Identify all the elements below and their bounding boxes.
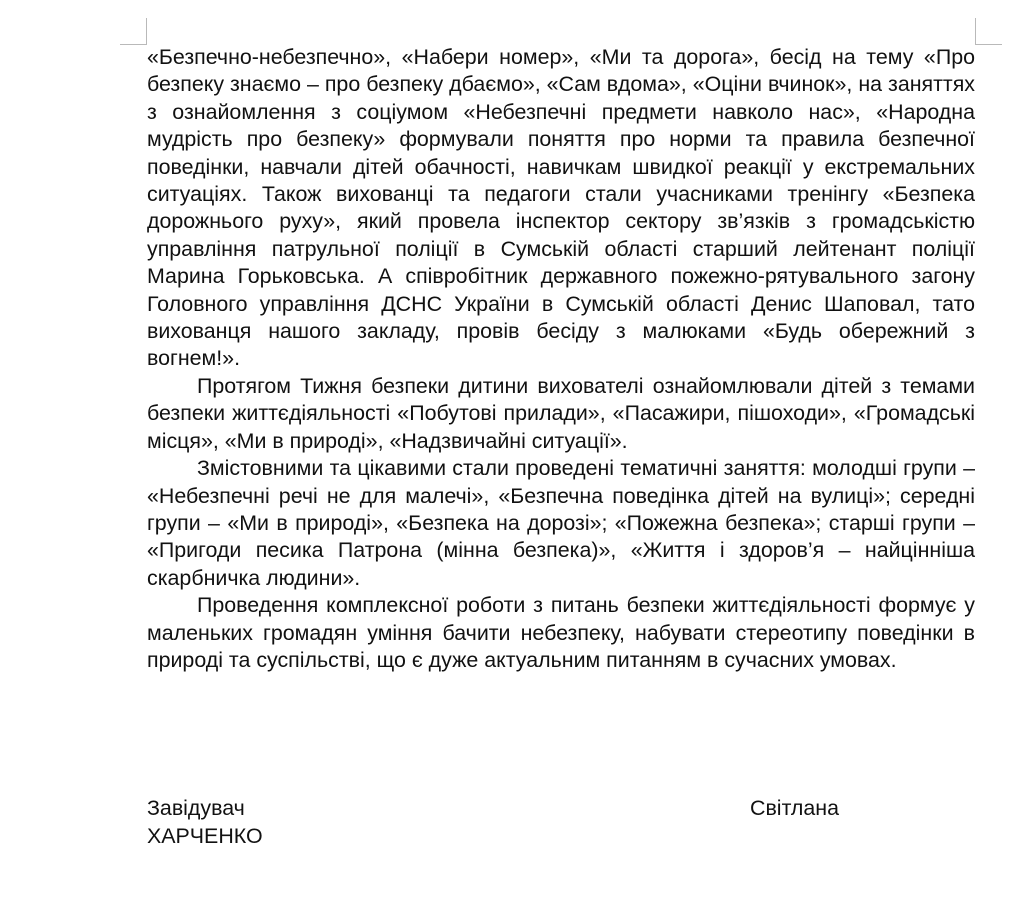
document-body <box>147 44 975 674</box>
signature-block-left <box>147 794 263 850</box>
paragraph: Проведення комплексної роботи з питань безпеки життєдіяльності формує у маленьких громадян уміння бачити небезпеку, набувати стереотипу поведінки в природі та суспільстві, що є дуже актуальним питанням в сучасних умовах. <box>147 593 975 672</box>
paragraph: «Безпечно-небезпечно», «Набери номер», «Ми та дорога», бесід на тему «Про безпеку знаємо – про безпеку дбаємо», «Сам вдома», «Оціни вчинок», на заняттях з ознайомлення з соціумом «Небезпечні предмети навколо нас», «Народна мудрість про безпеку» формували поняття про норми та правила безпечної поведінки, навчали дітей обачності, навичкам швидкої реакції у екстремальних ситуаціях. Також вихованці та педагоги стали учасниками тренінгу «Безпека дорожнього руху», який провела інспектор сектору зв’язків з громадськістю управління патрульної поліції в Сумській області старший лейтенант поліції Марина Горьковська. А співробітник державного пожежно-рятувального загону Головного управління ДСНС України в Сумській області Денис Шаповал, тато вихованця нашого закладу, провів бесіду з малюками «Будь обережний з вогнем!». <box>147 45 975 371</box>
top-right-margin-mark <box>975 18 1002 45</box>
signature-last-name: ХАРЧЕНКО <box>147 824 263 848</box>
signature-block-right <box>750 794 839 822</box>
top-left-margin-mark <box>120 18 147 45</box>
paragraph: Протягом Тижня безпеки дитини вихователі ознайомлювали дітей з темами безпеки життєдіяльності «Побутові прилади», «Пасажири, пішоходи», «Громадські місця», «Ми в природі», «Надзвичайні ситуації». <box>147 373 975 453</box>
signature-first-name: Світлана <box>750 796 839 820</box>
signature-position: Завідувач <box>147 796 245 820</box>
paragraph: Змістовними та цікавими стали проведені тематичні заняття: молодші групи – «Небезпечні речі не для малечі», «Безпечна поведінка дітей на вулиці»; середні групи – «Ми в природі», «Безпека на дорозі»; «Пожежна безпека»; старші групи – «Пригоди песика Патрона (мінна безпека)», «Життя і здоров’я – найцінніша скарбничка людини». <box>147 456 975 590</box>
